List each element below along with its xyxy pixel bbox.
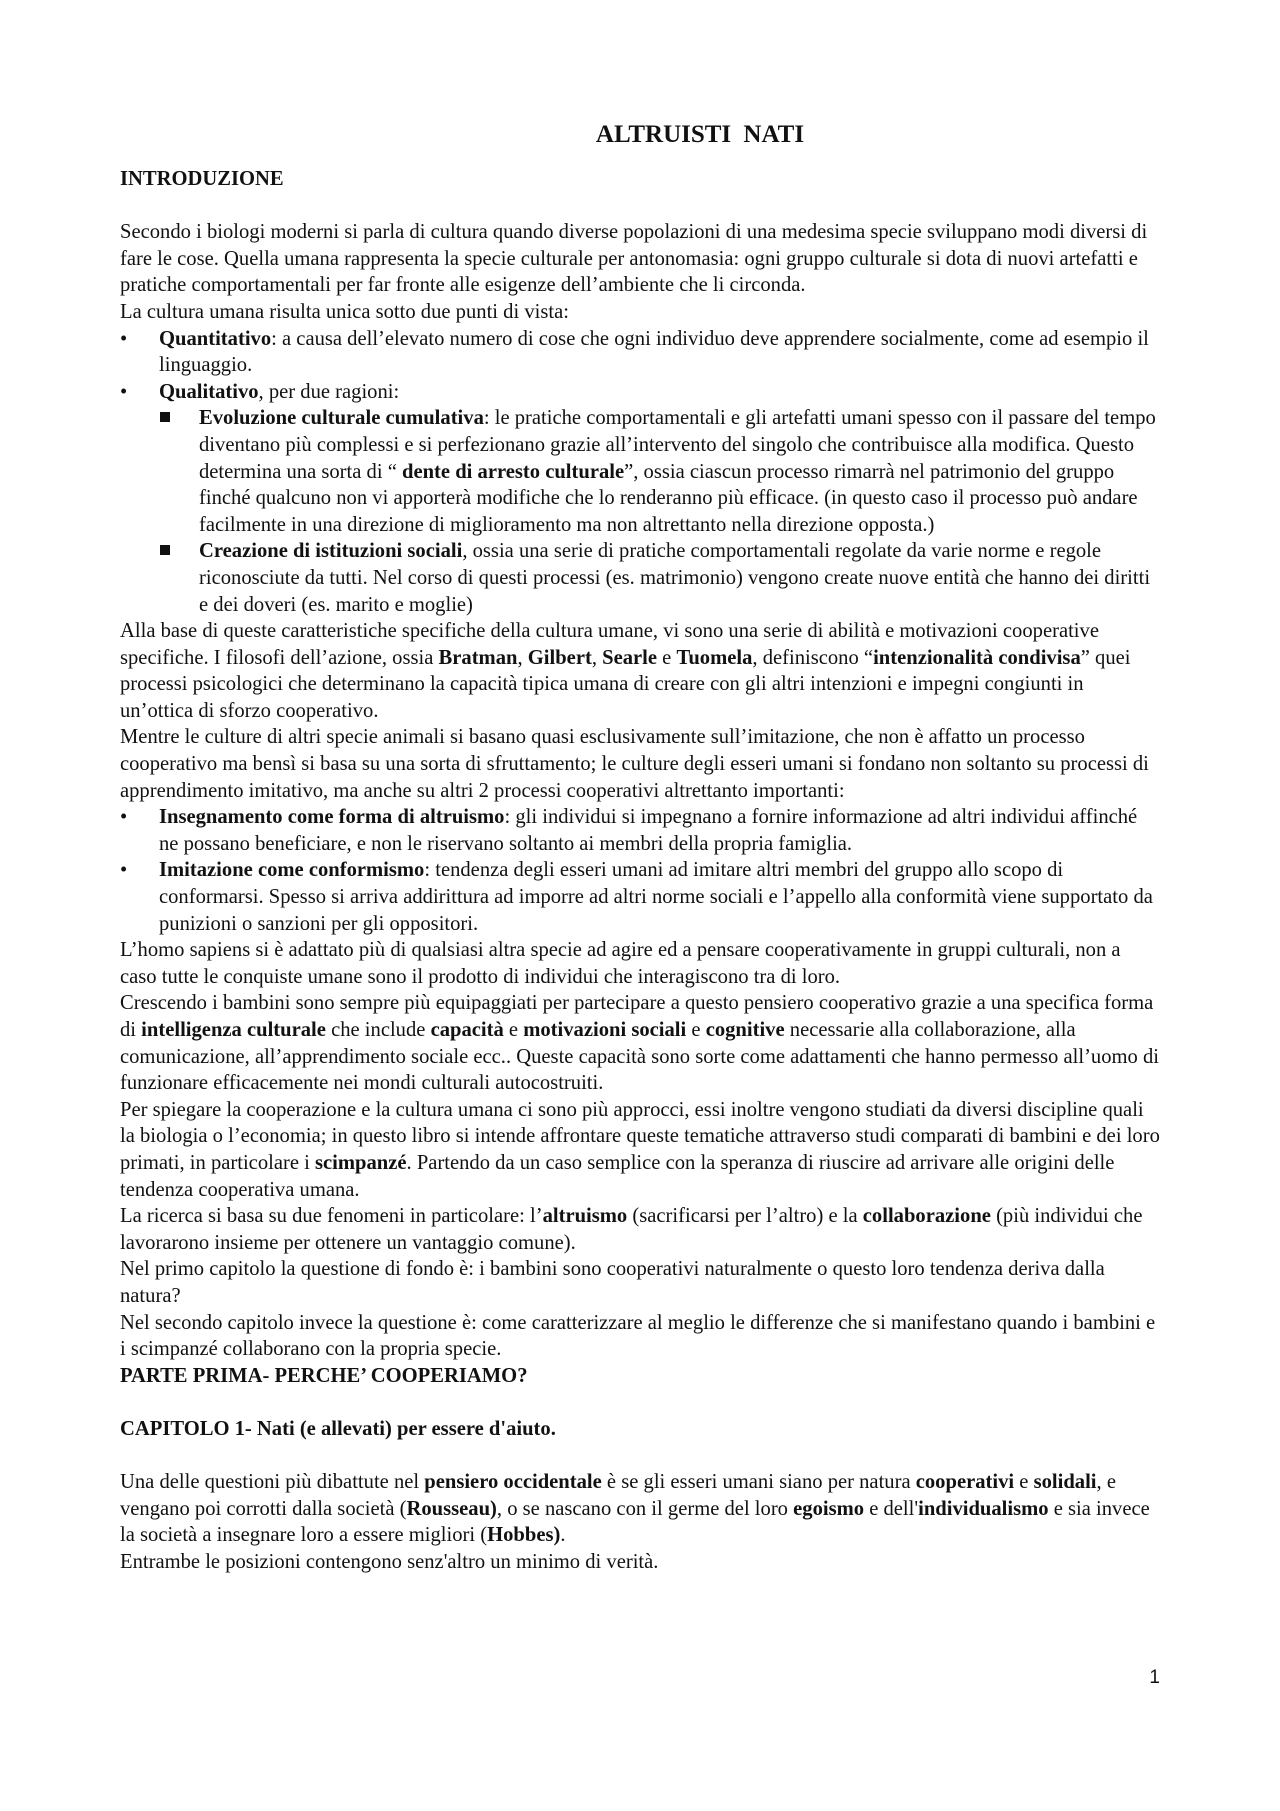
document-body (120, 120, 1160, 1575)
item-text: : tendenza degli esseri umani ad imitare altri membri del gruppo allo scopo di conformarsi. Spesso si arriva addirittura ad imporre ad altri norme sociali e l’appello alla conformità viene supportato da punizioni o sanzioni per gli oppositori. (159, 859, 1153, 935)
paragraph-imitation: Mentre le culture di altri specie animali si basano quasi esclusivamente sull’imitazione, che non è affatto un processo cooperativo ma bensì si basa su una sorta di sfruttamento; le culture degli esseri umani si fondano non soltanto su processi di apprendimento imitativo, ma anche su altri 2 processi cooperativi altrettanto importanti: (120, 726, 1149, 802)
item-text: : gli individui si impegnano a fornire informazione ad altri individui affinché ne possano beneficiare, e non le riservano soltanto ai membri della propria famiglia. (159, 806, 1138, 855)
list-item (120, 379, 1160, 406)
page-number: 1 (1149, 1667, 1160, 1688)
document-title: ALTRUISTI NATI (595, 121, 805, 148)
list-item (120, 804, 1160, 857)
paragraph-homo-sapiens: L’homo sapiens si è adattato più di qualsiasi altra specie ad agire ed a pensare cooperativamente in gruppi culturali, non a caso tutte le conquiste umane sono il prodotto di individui che interagiscono tra di loro. (120, 939, 1121, 988)
list-item (120, 326, 1160, 379)
item-text: ”, ossia ciascun processo rimarrà nel patrimonio del gruppo finché qualcuno non vi apporterà modifiche che lo renderanno più efficace. (in questo caso il processo può andare facilmente in una direzione di miglioramento ma non altrettanto nella direzione opposta.) (199, 460, 1138, 536)
paragraph-approaches: Per spiegare la cooperazione e la cultura umana ci sono più approcci, essi inoltre vengono studiati da diversi discipline quali la biologia o l’economia; in questo libro si intende affrontare queste tematiche attraverso studi comparati di bambini e dei loro primati, in particolare i scimpanzé. Partendo da un caso semplice con la speranza di riuscire ad arrivare alle origini delle tendenza cooperativa umana. (120, 1098, 1160, 1201)
paragraph-chapter-one: Nel primo capitolo la questione di fondo è: i bambini sono cooperativi naturalmente o questo loro tendenza deriva dalla natura? (120, 1258, 1105, 1307)
item-text: : le pratiche comportamentali e gli artefatti umani spesso con il passare del tempo diventano più complessi e si perfezionano grazie all’intervento del singolo che contribuisce alla modifica. Questo determina una sorta di “ (199, 407, 1156, 483)
list-item (120, 405, 1160, 538)
term: dente di arresto culturale (396, 460, 625, 483)
bullet-list-processes (120, 804, 1160, 937)
paragraph-cultural-intelligence: Crescendo i bambini sono sempre più equipaggiati per partecipare a questo pensiero cooperativo grazie a una specifica forma di intelligenza culturale che include capacità e motivazioni sociali e cognitive necessarie alla collaborazione, alla comunicazione, all’apprendimento sociale ecc.. Queste capacità sono sorte come adattamenti che hanno permesso all’uomo di funzionare efficacemente nei mondi culturali autocostruiti. (120, 992, 1160, 1095)
spacer (120, 1443, 1160, 1470)
item-text: , per due ragioni: (258, 380, 400, 403)
spacer (120, 193, 1160, 220)
term: Qualitativo (159, 380, 259, 403)
paragraph-intro: Secondo i biologi moderni si parla di cultura quando diverse popolazioni di una medesima specie sviluppano modi diversi di fare le cose. Quella umana rappresenta la specie culturale per antonomasia: ogni gruppo culturale si dota di nuovi artefatti e pratiche comportamentali per far fronte alle esigenze dell’ambiente che li circonda. (120, 221, 1148, 297)
term: Insegnamento come forma di altruismo (159, 806, 505, 829)
list-item (120, 538, 1160, 618)
intro-heading: INTRODUZIONE (120, 168, 284, 190)
part-heading: PARTE PRIMA- PERCHE’ COOPERIAMO? (120, 1364, 528, 1387)
paragraph-research: La ricerca si basa su due fenomeni in particolare: l’altruismo (sacrificarsi per l’altro) e la collaborazione (più individui che lavorarono insieme per ottenere un vantaggio comune). (120, 1205, 1143, 1254)
spacer (120, 1389, 1160, 1416)
term: Quantitativo (159, 327, 272, 350)
item-text: : a causa dell’elevato numero di cose che ogni individuo deve apprendere socialmente, come ad esempio il linguaggio. (159, 327, 1149, 377)
list-item (120, 857, 1160, 937)
bullet-list-views (120, 326, 1160, 406)
paragraph-conclusion: Entrambe le posizioni contengono senz'altro un minimo di verità. (120, 1550, 659, 1573)
paragraph-shared-intentionality: Alla base di queste caratteristiche specifiche della cultura umane, vi sono una serie di abilità e motivazioni cooperative specifiche. I filosofi dell’azione, ossia Bratman, Gilbert, Searle e Tuomela, definiscono “intenzionalità condivisa” quei processi psicologici che determinano la capacità tipica umana di creare con gli altri intenzioni e impegni congiunti in un’ottica di sforzo cooperativo. (120, 620, 1131, 722)
paragraph-two-views: La cultura umana risulta unica sotto due punti di vista: (120, 300, 569, 323)
square-list-reasons (120, 405, 1160, 618)
chapter-heading: CAPITOLO 1- Nati (e allevati) per essere d'aiuto. (120, 1417, 556, 1440)
paragraph-western-thought: Una delle questioni più dibattute nel pensiero occidentale è se gli esseri umani siano per natura cooperativi e solidali, e vengano poi corrotti dalla società (Rousseau), o se nascano con il germe del loro egoismo e dell'individualismo e sia invece la società a insegnare loro a essere migliori (Hobbes). (120, 1471, 1150, 1547)
term: Imitazione come conformismo (159, 859, 425, 882)
term: Creazione di istituzioni sociali (199, 540, 463, 563)
item-text: , ossia una serie di pratiche comportamentali regolate da varie norme e regole riconosciute da tutti. Nel corso di questi processi (es. matrimonio) vengono create nuove entità che hanno dei diritti e dei doveri (es. marito e moglie) (199, 540, 1151, 616)
paragraph-chapter-two: Nel secondo capitolo invece la questione è: come caratterizzare al meglio le differenze che si manifestano quando i bambini e i scimpanzé collaborano con la propria specie. (120, 1311, 1156, 1361)
term: Evoluzione culturale cumulativa (199, 407, 484, 430)
